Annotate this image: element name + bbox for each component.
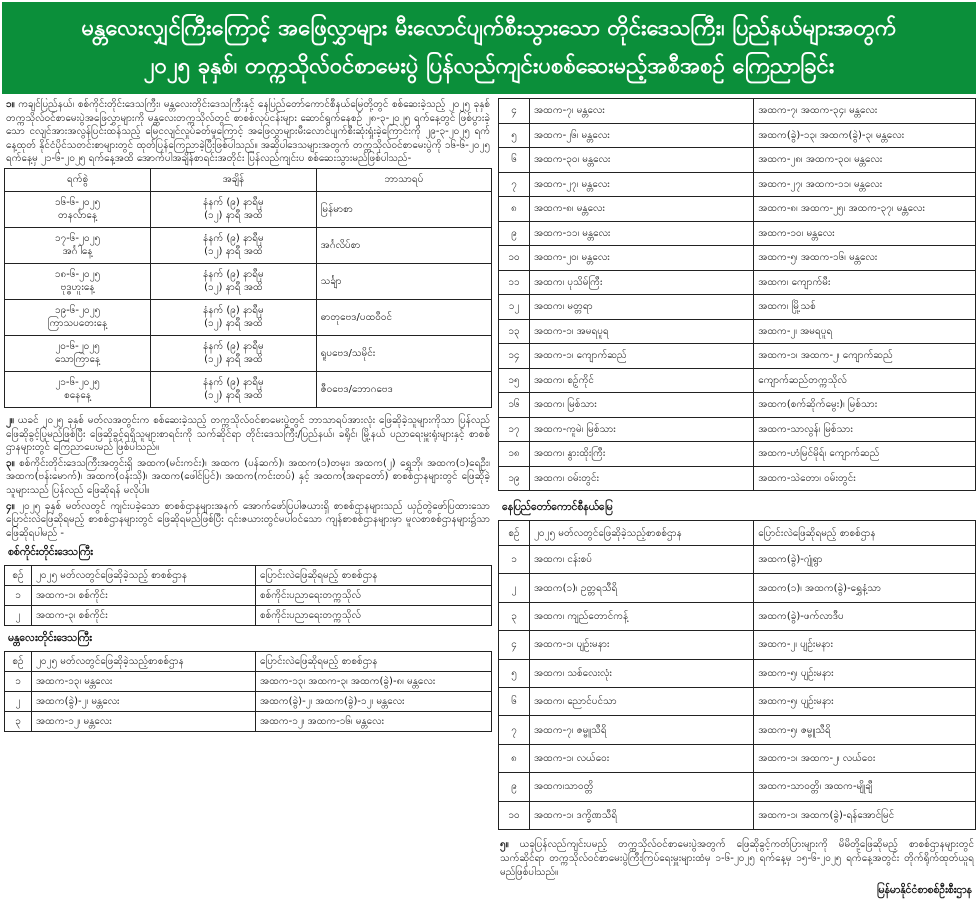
schedule-time-cell [151, 335, 317, 371]
previous-exam-center: အထက၊ ငန်းစပ် [530, 546, 754, 574]
schedule-time-start: နံနက် (၉) နာရီမှ [203, 377, 264, 389]
schedule-date-cell [5, 299, 151, 335]
schedule-time-cell [151, 191, 317, 227]
new-exam-center: အထက-၁၊ အထက-၂၊ လယ်ဝေး [754, 744, 976, 772]
row-number: ၅ [499, 659, 530, 687]
new-exam-center: စစ်ကိုင်းပညာရေးတက္ကသိုလ် [256, 586, 492, 606]
row-number: ၈ [499, 744, 530, 772]
table-row [5, 586, 492, 606]
new-exam-center: အထက-၅၊ ပျဉ်းမနား [754, 687, 976, 715]
sagaing-header-to: ပြောင်းလဲဖြေဆိုရမည့် စာစစ်ဌာန [256, 566, 492, 586]
previous-exam-center: အထက-၁၁၊ မန္တလေး [530, 221, 754, 246]
previous-exam-center: အထက-၂၀၊ မန္တလေး [530, 246, 754, 271]
schedule-time-end: (၁၂) နာရီ အထိ [204, 282, 263, 294]
naypyitaw-header-to: ပြောင်းလဲဖြေဆိုရမည့် စာစစ်ဌာန [754, 521, 976, 546]
sagaing-centers-table [4, 565, 492, 626]
previous-exam-center: အထက(၁)၊ ဥတ္တရသီရိ [530, 574, 754, 602]
previous-exam-center: အထက၊ သစ်လေးလုံး [530, 659, 754, 687]
previous-exam-center: အထက၊ စဉ့်ကိုင် [530, 368, 754, 393]
previous-exam-center: အထက-၁၊ ကျောက်ဆည် [530, 344, 754, 369]
row-number: ၂ [5, 692, 32, 712]
previous-exam-center: အထက-၁၃၊ မန္တလေး [32, 672, 256, 692]
sagaing-section-title: စစ်ကိုင်းတိုင်းဒေသကြီး [8, 546, 93, 559]
new-exam-center: အထက(ခွဲ)-ဂျုံရွာ [754, 546, 976, 574]
row-number: ၉ [499, 773, 530, 801]
table-row [499, 172, 976, 197]
schedule-time-start: နံနက် (၉) နာရီမှ [203, 197, 264, 209]
previous-exam-center: အထက-၁၊ ဒက္ခိဏသီရိ [530, 801, 754, 829]
schedule-day: ကြာသပတေးနေ့ [47, 318, 108, 330]
previous-exam-center: အထက၊ ကျည်တောင်ကန့် [530, 602, 754, 630]
table-row [499, 659, 976, 687]
mandalay-body-part-2 [499, 99, 976, 491]
new-exam-center: အထက-ဟံမြင်မိုရ်၊ ကျောက်ဆည် [754, 442, 976, 467]
table-row [499, 417, 976, 442]
table-row [5, 299, 492, 335]
previous-exam-center: အထက-၈၊ မန္တလေး [530, 197, 754, 222]
previous-exam-center: အထက၊ နွားထိုးကြီး [530, 442, 754, 467]
table-row [499, 442, 976, 467]
schedule-date-cell [5, 335, 151, 371]
table-row [499, 687, 976, 715]
mandalay-body-part-1 [5, 672, 492, 732]
table-row [5, 712, 492, 732]
new-exam-center: အထက-၂၈၊ အထက-၃၀၊ မန္တလေး [754, 148, 976, 173]
new-exam-center: အထက(ခွဲ)-၁၃၊ အထက(ခွဲ)-၃၊ မန္တလေး [754, 123, 976, 148]
schedule-day: တနင်္လာနေ့ [58, 210, 98, 222]
schedule-subject: ဓာတုဗေဒ/ပထဝီဝင် [316, 299, 491, 335]
table-row [499, 368, 976, 393]
mandalay-header-from: ၂၀၂၅ မတ်လတွင်ဖြေဆိုခဲ့သည့်စာစစ်ဌာန [32, 652, 256, 672]
new-exam-center: အထက-၈၊ အထက-၂၅၊ အထက-၃၇၊ မန္တလေး [754, 197, 976, 222]
previous-exam-center: အထက၊ မြစ်သား [530, 393, 754, 418]
paragraph-3 [6, 457, 490, 498]
paragraph-text: ကချင်ပြည်နယ်၊ စစ်ကိုင်းတိုင်းဒေသကြီး၊ မန္တလေးတိုင်းဒေသကြီးနှင့် နေပြည်တော်ကောင်စီနယ်မြေတို့တွင် စစ်ဆေးခဲ့သည့် ၂၀၂၅ ခုနှစ် တက္ကသိုလ်ဝင်စာမေးပွဲအဖြေလွှာများကို မန္တလေးတက္ကသိုလ်တွင် စာစစ်လုပ်ငန်းများ ဆောင်ရွက်နေစဉ် ၂၈-၃-၂၀၂၅ ရက်နေ့တွင် ဖြစ်ပွားခဲ့သော ငလျင်အားအလွန်ပြင်းထန်သည့် မြေငလျင်လှုပ်ခတ်မှုကြောင့် အဖြေလွှာများမီးလောင်ပျက်စီးဆုံးရှုံးခဲ့ကြောင်းကို ၂၉-၃-၂၀၂၅ ရက်နေ့ထုတ် နိုင်ငံပိုင်သတင်းစာများတွင် ထုတ်ပြန်ကြေညာခဲ့ပြီးဖြစ်ပါသည်။ အဆိုပါဒေသများအတွက် တက္ကသိုလ်ဝင်စာမေးပွဲကို ၁၆-၆-၂၀၂၅ ရက်နေ့မှ ၂၁-၆-၂၀၂၅ ရက်နေ့အထိ အောက်ပါအချိန်စာရင်းအတိုင်း ပြန်လည်ကျင်းပ စစ်ဆေးသွားမည်ဖြစ်ပါသည်- [6, 99, 491, 165]
row-number: ၅ [499, 123, 530, 148]
table-row [499, 295, 976, 320]
row-number: ၁၂ [499, 295, 530, 320]
new-exam-center: အထက-၁၊ အထက(ခွဲ)-ရန်အောင်မြင် [754, 801, 976, 829]
schedule-time-end: (၁၂) နာရီ အထိ [204, 354, 263, 366]
row-number: ၁၉ [499, 466, 530, 491]
table-row [499, 744, 976, 772]
row-number: ၄ [499, 99, 530, 124]
previous-exam-center: အထက-၁၂၊ မန္တလေး [32, 712, 256, 732]
new-exam-center: အထက-၁၃၊ အထက-၃၊ အထက(ခွဲ)-၈၊ မန္တလေး [256, 672, 492, 692]
schedule-time-start: နံနက် (၉) နာရီမှ [203, 269, 264, 281]
schedule-header-subject: ဘာသာရပ် [316, 168, 491, 191]
table-row [499, 99, 976, 124]
paragraph-4 [6, 500, 490, 541]
schedule-header-time: အချိန် [151, 168, 317, 191]
mandalay-header-no: စဉ် [5, 652, 32, 672]
previous-exam-center: အထက-၁၊ လယ်ဝေး [530, 744, 754, 772]
row-number: ၇ [499, 172, 530, 197]
schedule-time-cell [151, 371, 317, 407]
table-row [499, 197, 976, 222]
schedule-time-cell [151, 299, 317, 335]
paragraph-number: ၃။ [6, 457, 15, 469]
new-exam-center: အထက-သာဝတ္တိ၊ အထက-မျိုချီ [754, 773, 976, 801]
table-row [5, 227, 492, 263]
schedule-time-start: နံနက် (၉) နာရီမှ [203, 233, 264, 245]
previous-exam-center: အထက၊ ဝမ်းတွင်း [530, 466, 754, 491]
table-row [5, 263, 492, 299]
row-number: ၈ [499, 197, 530, 222]
schedule-time-end: (၁၂) နာရီ အထိ [204, 390, 263, 402]
schedule-date: ၁၈-၆-၂၀၂၅ [54, 269, 101, 281]
row-number: ၁၅ [499, 368, 530, 393]
paragraph-number: ၂။ [6, 414, 14, 426]
new-exam-center: အထက-၂၇၊ အထက-၁၁၊ မန္တလေး [754, 172, 976, 197]
row-number: ၃ [5, 712, 32, 732]
table-row [499, 466, 976, 491]
new-exam-center: အထက-သာလွန်၊ မြစ်သား [754, 417, 976, 442]
schedule-date: ၂၁-၆-၂၀၂၅ [55, 377, 100, 389]
row-number: ၁၀ [499, 801, 530, 829]
right-column [498, 98, 976, 920]
new-exam-center: အထက-၇၊ အထက-၃၄၊ မန္တလေး [754, 99, 976, 124]
paragraph-5 [500, 838, 974, 880]
new-exam-center: အထက(၁)၊ အထက(ခွဲ)-ရွှေနံ့သာ [754, 574, 976, 602]
paragraph-text: ယခင် ၂၀၂၅ ခုနှစ် မတ်လအတွင်းက စစ်ဆေးခဲ့သည့် တက္ကသိုလ်ဝင်စာမေးပွဲတွင် ဘာသာရပ်အားလုံး ဖြေဆိုခဲ့သူများကိုသာ ပြန်လည်ဖြေဆိုခွင့်ပြုမည်ဖြစ်ပြီး ဖြေဆိုခွင့်ရရှိသူများစာရင်းကို သက်ဆိုင်ရာ တိုင်းဒေသကြီး/ပြည်နယ်၊ ခရိုင်၊ မြို့နယ် ပညာရေးမှူးရုံးများနှင့် စာစစ်ဌာနများတွင် ကြေညာပေးမည် ဖြစ်ပါသည်။ [6, 414, 490, 454]
new-exam-center: အထက-၁၀၊ မန္တလေး [754, 221, 976, 246]
row-number: ၁၃ [499, 319, 530, 344]
row-number: ၂ [499, 574, 530, 602]
new-exam-center: အထက၊ မြို့သစ် [754, 295, 976, 320]
row-number: ၁၁ [499, 270, 530, 295]
schedule-body [5, 191, 492, 407]
table-row [499, 148, 976, 173]
row-number: ၇ [499, 716, 530, 744]
schedule-date: ၂၀-၆-၂၀၂၅ [55, 341, 100, 353]
schedule-subject: အင်္ဂလိပ်စာ [316, 227, 491, 263]
header-title-line-1: မန္တလေးလျှင်ကြီးကြောင့် အဖြေလွှာများ မီးလောင်ပျက်စီးသွားသော တိုင်းဒေသကြီး၊ ပြည်နယ်များအတွက် [81, 16, 897, 41]
previous-exam-center: အထက-၇၊ မန္တလေး [530, 99, 754, 124]
table-row [499, 319, 976, 344]
schedule-date-cell [5, 191, 151, 227]
row-number: ၆ [499, 148, 530, 173]
paragraph-1 [6, 98, 490, 166]
table-row [499, 270, 976, 295]
previous-exam-center: အထက၊ ညောင်ပင်သာ [530, 687, 754, 715]
schedule-date-cell [5, 227, 151, 263]
schedule-time-end: (၁၂) နာရီ အထိ [204, 210, 263, 222]
new-exam-center: အထက-သဲတော၊ ဝမ်းတွင်း [754, 466, 976, 491]
header-title-line-2: ၂၀၂၅ ခုနှစ်၊ တက္ကသိုလ်ဝင်စာမေးပွဲ ပြန်လည်ကျင်းပစစ်ဆေးမည့်အစီအစဉ် ကြေညာခြင်း [143, 54, 835, 79]
previous-exam-center: အထက-ကူမဲ၊ မြစ်သား [530, 417, 754, 442]
new-exam-center: အထက-၂၊ အမရပူရ [754, 319, 976, 344]
table-row [499, 773, 976, 801]
row-number: ၁ [5, 586, 32, 606]
previous-exam-center: အထက-၇၊ ဇမ္ဗူသီရိ [530, 716, 754, 744]
previous-exam-center: အထက၊သာဝတ္တိ [530, 773, 754, 801]
table-row [499, 221, 976, 246]
schedule-date-cell [5, 371, 151, 407]
previous-exam-center: အထက-၂၆၊ မန္တလေး [530, 123, 754, 148]
mandalay-section-title: မန္တလေးတိုင်းဒေသကြီး [8, 632, 92, 645]
previous-exam-center: အထက-၁၊ အမရပူရ [530, 319, 754, 344]
row-number: ၁၈ [499, 442, 530, 467]
announcement-header [2, 2, 976, 94]
new-exam-center: ကျောက်ဆည်တက္ကသိုလ် [754, 368, 976, 393]
paragraph-text: စစ်ကိုင်းတိုင်းဒေသကြီးအတွင်းရှိ အထက(မင်းကင်း)၊ အထက (ပန်ဆက်)၊ အထက(၁)တမူး၊ အထက(၂) ရွှေဘို၊ အထက(၁)ရေဦး၊ အထက(ဗန်းမောက်)၊ အထက(ဝန်းသို)၊ အထက(ဖေါင်ပြင်)၊ အထက(ကင်းတပ်) နှင့် အထက(အရာတော်) စာစစ်ဌာနများတွင် ဖြေဆိုခဲ့သူများသည် ပြန်လည် ဖြေဆိုရန် မလိုပါ။ [6, 457, 490, 496]
schedule-time-cell [151, 263, 317, 299]
paragraph-number: ၅။ [500, 838, 509, 850]
table-row [5, 191, 492, 227]
previous-exam-center: အထက၊ ပုသိမ်ကြီး [530, 270, 754, 295]
schedule-date-cell [5, 263, 151, 299]
new-exam-center: အထက(ခွဲ)-၂၊ အထက(ခွဲ)-၁၂၊ မန္တလေး [256, 692, 492, 712]
schedule-day: သောကြာနေ့ [55, 354, 101, 366]
paragraph-2 [6, 414, 490, 455]
new-exam-center: အထက-၁၊ အထက-၂၊ ကျောက်ဆည် [754, 344, 976, 369]
mandalay-centers-table-part-1 [4, 651, 492, 732]
schedule-subject: သင်္ချာ [316, 263, 491, 299]
row-number: ၃ [499, 602, 530, 630]
new-exam-center: အထက-၁၂၊ အထက-၁၆၊ မန္တလေး [256, 712, 492, 732]
left-column [4, 98, 492, 920]
previous-exam-center: အထက-၃၀၊ မန္တလေး [530, 148, 754, 173]
mandalay-header-to: ပြောင်းလဲဖြေဆိုရမည့် စာစစ်ဌာန [256, 652, 492, 672]
table-row [499, 344, 976, 369]
table-row [499, 716, 976, 744]
previous-exam-center: အထက-၁၊ စစ်ကိုင်း [32, 586, 256, 606]
table-row [5, 672, 492, 692]
table-row [5, 606, 492, 626]
sagaing-header-from: ၂၀၂၅ မတ်လတွင်ဖြေဆိုခဲ့သည့် စာစစ်ဌာန [32, 566, 256, 586]
schedule-date: ၁၉-၆-၂၀၂၅ [54, 305, 101, 317]
table-row [5, 692, 492, 712]
new-exam-center: အထက-၂၊ ပျဉ်းမနား [754, 631, 976, 659]
mandalay-centers-table-part-2 [498, 98, 976, 491]
table-row [499, 393, 976, 418]
sagaing-header-no: စဉ် [5, 566, 32, 586]
table-row [499, 546, 976, 574]
schedule-day: စနေနေ့ [64, 390, 91, 402]
naypyitaw-header-no: စဉ် [499, 521, 530, 546]
naypyitaw-header-from: ၂၀၂၅ မတ်လတွင်ဖြေဆိုခဲ့သည့်စာစစ်ဌာန [530, 521, 754, 546]
schedule-subject: ရူပဗေဒ/သမိုင်း [316, 335, 491, 371]
schedule-subject: မြန်မာစာ [316, 191, 491, 227]
schedule-day: အင်္ဂါနေ့ [62, 246, 93, 258]
new-exam-center: အထက-၅၊ ဇမ္ဗူသီရိ [754, 716, 976, 744]
schedule-time-cell [151, 227, 317, 263]
schedule-date: ၁၇-၆-၂၀၂၅ [54, 233, 101, 245]
new-exam-center: အထက(ခွဲ)-ဖက်လာဒီပ [754, 602, 976, 630]
previous-exam-center: အထက-၁၊ ပျဉ်းမနား [530, 631, 754, 659]
new-exam-center: စစ်ကိုင်းပညာရေးတက္ကသိုလ် [256, 606, 492, 626]
row-number: ၄ [499, 631, 530, 659]
new-exam-center: အထက၊ ကျောက်မီး [754, 270, 976, 295]
paragraph-text: ယခုပြန်လည်ကျင်းပမည့် တက္ကသိုလ်ဝင်စာမေးပွဲအတွက် ဖြေဆိုခွင့်ကတ်ပြားများကို မိမိတို့ဖြေဆိုမည့် စာစစ်ဌာနများတွင် သက်ဆိုင်ရာ တက္ကသိုလ်ဝင်စာမေးပွဲကြီးကြပ်ရေးမှူးများထံမှ ၁-၆-၂၀၂၅ ရက်နေ့မှ ၁၅-၆-၂၀၂၅ ရက်နေ့အတွင်း တိုက်ရိုက်ထုတ်ယူရမည်ဖြစ်ပါသည်။ [500, 838, 974, 878]
row-number: ၁၀ [499, 246, 530, 271]
schedule-subject: ဇီဝဗေဒ/ဘောဂဗေဒ [316, 371, 491, 407]
row-number: ၉ [499, 221, 530, 246]
naypyitaw-body [499, 546, 976, 830]
table-row [499, 574, 976, 602]
row-number: ၁ [499, 546, 530, 574]
row-number: ၁၆ [499, 393, 530, 418]
row-number: ၁၇ [499, 417, 530, 442]
schedule-date: ၁၆-၆-၂၀၂၅ [54, 197, 101, 209]
schedule-time-start: နံနက် (၉) နာရီမှ [203, 341, 264, 353]
paragraph-number: ၄။ [6, 500, 15, 512]
new-exam-center: အထက-၅၊ အထက-၁၆၊ မန္တလေး [754, 246, 976, 271]
table-row [5, 371, 492, 407]
row-number: ၂ [5, 606, 32, 626]
new-exam-center: အထက-၅၊ ပျဉ်းမနား [754, 659, 976, 687]
previous-exam-center: အထက-၃၊ စစ်ကိုင်း [32, 606, 256, 626]
table-row [499, 602, 976, 630]
sagaing-body [5, 586, 492, 626]
schedule-header-date: ရက်စွဲ [5, 168, 151, 191]
table-row [5, 335, 492, 371]
paragraph-number: ၁။ [6, 99, 15, 110]
table-row [499, 801, 976, 829]
table-row [499, 123, 976, 148]
schedule-time-end: (၁၂) နာရီ အထိ [204, 246, 263, 258]
row-number: ၁၄ [499, 344, 530, 369]
previous-exam-center: အထက(ခွဲ)-၂၊ မန္တလေး [32, 692, 256, 712]
previous-exam-center: အထက-၂၇၊ မန္တလေး [530, 172, 754, 197]
table-row [499, 246, 976, 271]
paragraph-text: ၂၀၂၅ ခုနှစ် မတ်လတွင် ကျင်းပခဲ့သော စာစစ်ဌာနများအနက် အောက်ဖော်ပြပါဇယားရှိ စာစစ်ဌာနများသည် ယှဉ်တွဲဖော်ပြထားသော ပြောင်းလဲဖြေဆိုရမည့် စာစစ်ဌာနများတွင် ဖြေဆိုရမည်ဖြစ်ပြီး ၎င်းဇယားတွင်မပါဝင်သော ကျန်စာစစ်ဌာနများမှာ မူလစာစစ်ဌာနများ၌သာ ဖြေဆိုရပါမည် - [6, 500, 491, 539]
exam-schedule-table [4, 168, 492, 408]
new-exam-center: အထက(စက်ဆိုက်မွေး)၊ မြစ်သား [754, 393, 976, 418]
naypyitaw-section-title: နေပြည်တော်ကောင်စီနယ်မြေ [502, 501, 613, 513]
schedule-day: ဗုဒ္ဓဟူးနေ့ [60, 282, 95, 294]
schedule-time-start: နံနက် (၉) နာရီမှ [203, 305, 264, 317]
issuing-department: မြန်မာနိုင်ငံစာစစ်ဦးစီးဌာန [876, 883, 972, 896]
naypyitaw-centers-table [498, 520, 976, 830]
row-number: ၆ [499, 687, 530, 715]
schedule-time-end: (၁၂) နာရီ အထိ [204, 318, 263, 330]
previous-exam-center: အထက၊ မတ္တရာ [530, 295, 754, 320]
row-number: ၁ [5, 672, 32, 692]
table-row [499, 631, 976, 659]
